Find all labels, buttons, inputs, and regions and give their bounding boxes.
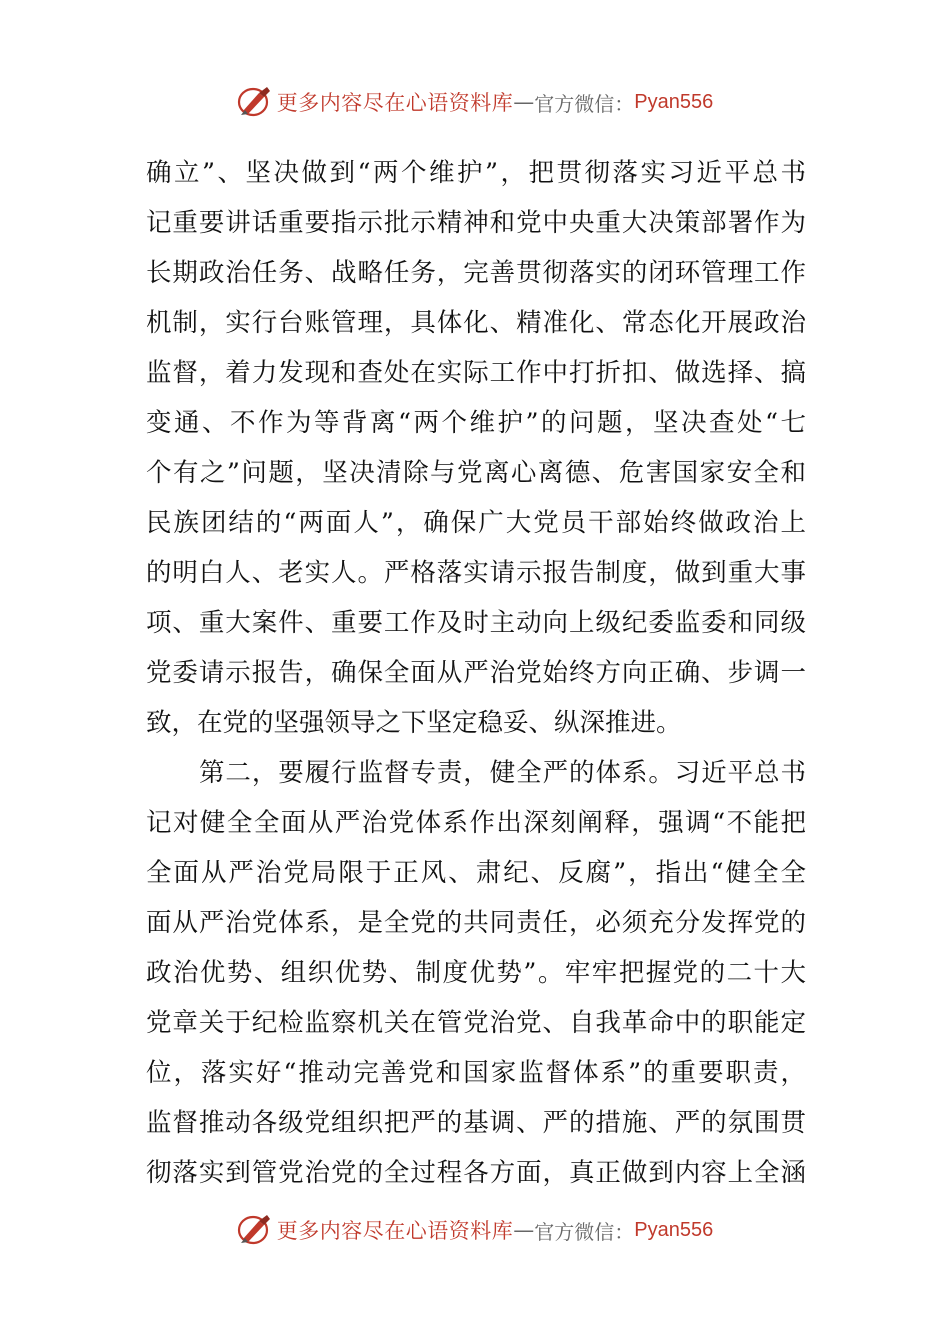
text-line: 机制，实行台账管理，具体化、精准化、常态化开展政治 [146, 308, 806, 338]
text-line: 致，在党的坚强领导之下坚定稳妥、纵深推进。 [146, 708, 682, 738]
text-line: 党章关于纪检监察机关在管党治党、自我革命中的职能定 [146, 1008, 806, 1038]
text-line: 确立”、坚决做到“两个维护”，把贯彻落实习近平总书 [146, 158, 806, 188]
text-line: 变通、不作为等背离“两个维护”的问题，坚决查处“七 [146, 408, 806, 438]
footer-wechat-label: 官方微信： [534, 1219, 635, 1244]
text-line: 监督推动各级党组织把严的基调、严的措施、严的氛围贯 [146, 1108, 806, 1138]
document-body [146, 148, 806, 1198]
text-line: 监督，着力发现和查处在实际工作中打折扣、做选择、搞 [146, 358, 806, 388]
text-line: 记对健全全面从严治党体系作出深刻阐释，强调“不能把 [146, 808, 806, 838]
footer-separator: — [513, 1218, 535, 1242]
header-banner [0, 82, 950, 122]
text-line: 第二，要履行监督专责，健全严的体系。习近平总书 [199, 758, 806, 788]
text-line: 党委请示报告，确保全面从严治党始终方向正确、步调一 [146, 658, 806, 688]
text-line: 个有之”问题，坚决清除与党离心离德、危害国家安全和 [146, 458, 806, 488]
footer-brand: 更多内容尽在心语资料库 [276, 1219, 514, 1243]
text-line: 记重要讲话重要指示批示精神和党中央重大决策部署作为 [146, 208, 806, 238]
text-line: 的明白人、老实人。严格落实请示报告制度，做到重大事 [146, 558, 806, 588]
pen-logo-icon [237, 85, 273, 119]
text-line: 项、重大案件、重要工作及时主动向上级纪委监委和同级 [146, 608, 806, 638]
header-brand: 更多内容尽在心语资料库 [276, 91, 514, 115]
text-line: 长期政治任务、战略任务，完善贯彻落实的闭环管理工作 [146, 258, 806, 288]
header-wechat-id: Pyan556 [634, 90, 714, 113]
pen-logo-icon [237, 1213, 273, 1247]
footer-banner [0, 1210, 950, 1250]
footer-wechat-id: Pyan556 [634, 1218, 714, 1241]
text-line: 政治优势、组织优势、制度优势”。牢牢把握党的二十大 [146, 958, 806, 988]
header-separator: — [513, 90, 535, 114]
text-line: 民族团结的“两面人”，确保广大党员干部始终做政治上 [146, 508, 806, 538]
text-line: 面从严治党体系，是全党的共同责任，必须充分发挥党的 [146, 908, 806, 938]
header-wechat-label: 官方微信： [534, 91, 635, 116]
text-line: 位，落实好“推动完善党和国家监督体系”的重要职责， [146, 1058, 806, 1088]
text-line: 全面从严治党局限于正风、肃纪、反腐”，指出“健全全 [146, 858, 806, 888]
text-line: 彻落实到管党治党的全过程各方面，真正做到内容上全涵 [146, 1158, 806, 1188]
